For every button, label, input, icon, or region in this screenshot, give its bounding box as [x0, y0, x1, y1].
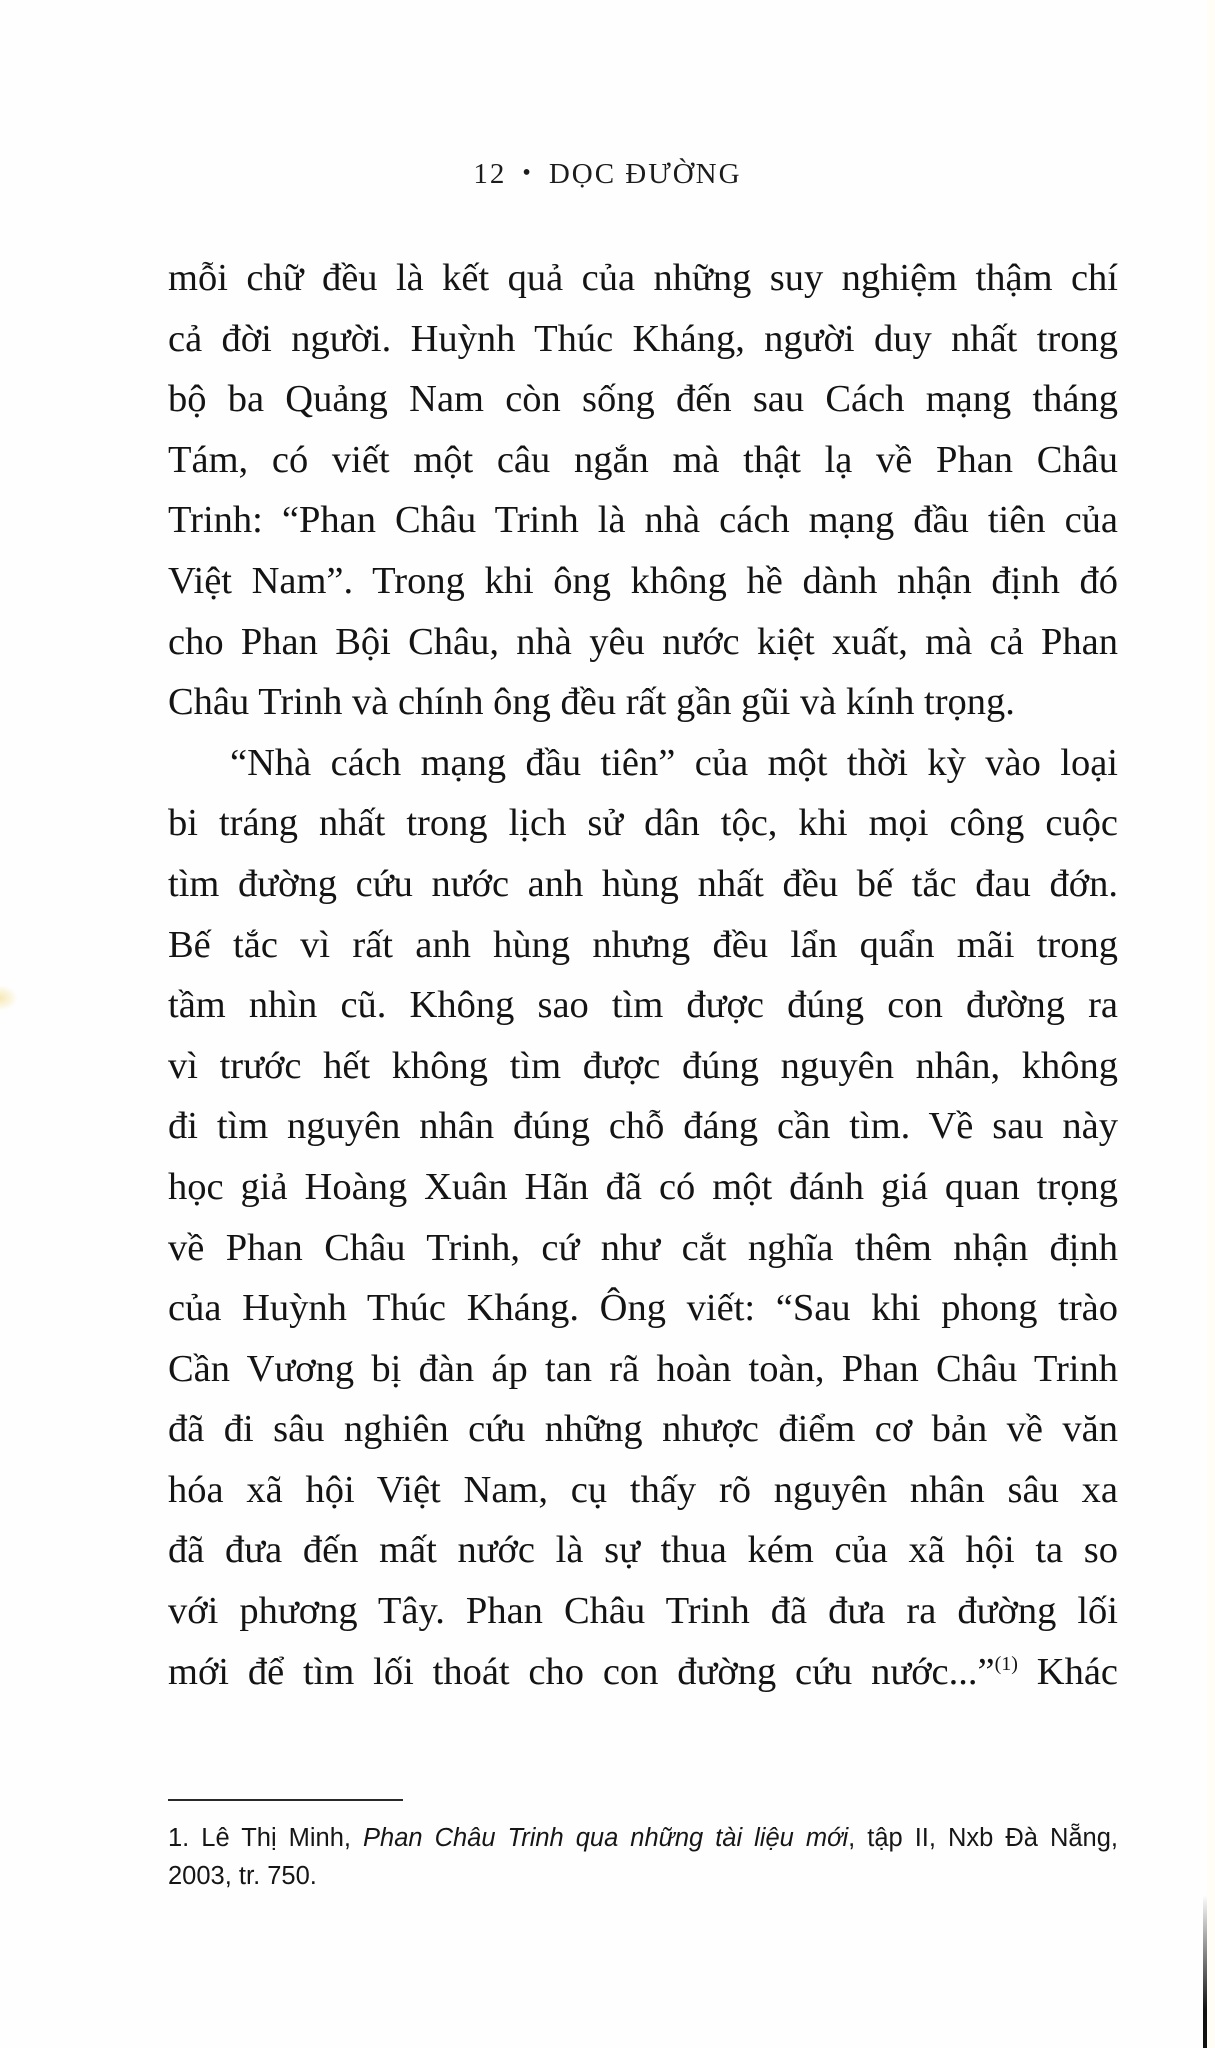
- text-line: Trinh: “Phan Châu Trinh là nhà cách mạng đầu tiên của: [168, 499, 1118, 542]
- page-number: 12: [473, 158, 507, 190]
- text-line: vì trước hết không tìm được đúng nguyên nhân, không: [168, 1044, 1118, 1087]
- text-line: đi tìm nguyên nhân đúng chỗ đáng cần tìm. Về sau này: [168, 1105, 1118, 1148]
- text-line: bi tráng nhất trong lịch sử dân tộc, khi mọi công cuộc: [168, 802, 1118, 845]
- text-line: tìm đường cứu nước anh hùng nhất đều bế tắc đau đớn.: [168, 862, 1118, 905]
- body-text: [168, 248, 1118, 1702]
- text-after-ref: Khác: [1017, 1650, 1118, 1693]
- text-line: Châu Trinh và chính ông đều rất gần gũi và kính trọng.: [168, 681, 1015, 724]
- footnote-author: Lê Thị Minh,: [201, 1824, 363, 1852]
- text-line: mỗi chữ đều là kết quả của những suy nghiệm thậm chí: [168, 257, 1118, 299]
- separator-dot: •: [522, 160, 533, 186]
- text-line: về Phan Châu Trinh, cứ như cắt nghĩa thêm nhận định: [168, 1226, 1118, 1269]
- text-line: hóa xã hội Việt Nam, cụ thấy rõ nguyên nhân sâu xa: [168, 1468, 1118, 1511]
- running-head: [0, 158, 1215, 191]
- footnote-number: 1.: [168, 1824, 202, 1852]
- text-line: Bế tắc vì rất anh hùng nhưng đều lẩn quẩn mãi trong: [168, 923, 1118, 966]
- footnote-1-line-2: 2003, tr. 750.: [168, 1862, 317, 1890]
- text-line: cho Phan Bội Châu, nhà yêu nước kiệt xuất, mà cả Phan: [168, 620, 1118, 663]
- text-line: của Huỳnh Thúc Kháng. Ông viết: “Sau khi phong trào: [168, 1287, 1118, 1330]
- text-line: Tám, có viết một câu ngắn mà thật lạ về Phan Châu: [168, 438, 1118, 481]
- text-line: Việt Nam”. Trong khi ông không hề dành nhận định đó: [168, 559, 1118, 602]
- page-edge-shadow: [1203, 1895, 1207, 2048]
- text-line-paragraph-start: “Nhà cách mạng đầu tiên” của một thời kỳ vào loại: [230, 741, 1118, 784]
- text-line: cả đời người. Huỳnh Thúc Kháng, người duy nhất trong: [168, 317, 1118, 360]
- text-line: đã đưa đến mất nước là sự thua kém của xã hội ta so: [168, 1529, 1118, 1572]
- footnote-details: , tập II, Nxb Đà Nẵng,: [848, 1824, 1118, 1852]
- text-line: bộ ba Quảng Nam còn sống đến sau Cách mạng tháng: [168, 378, 1118, 421]
- footnote-1-line-1: [168, 1819, 1118, 1857]
- footnote-reference[interactable]: (1): [994, 1652, 1018, 1675]
- text-line-with-footnote-ref: [168, 1642, 1118, 1703]
- text-line: đã đi sâu nghiên cứu những nhược điểm cơ bản về văn: [168, 1408, 1118, 1451]
- book-title: DỌC ĐƯỜNG: [548, 158, 742, 190]
- page-edge-tint: [1207, 0, 1215, 2048]
- text-line: tầm nhìn cũ. Không sao tìm được đúng con đường ra: [168, 984, 1118, 1027]
- text-line: Cần Vương bị đàn áp tan rã hoàn toàn, Phan Châu Trinh: [168, 1347, 1118, 1390]
- footnote-source-title: Phan Châu Trinh qua những tài liệu mới: [363, 1824, 849, 1852]
- footnote-divider: [168, 1799, 403, 1801]
- paper-stain: [0, 985, 18, 1011]
- text-line: học giả Hoàng Xuân Hãn đã có một đánh giá quan trọng: [168, 1165, 1118, 1208]
- footnotes: [168, 1819, 1118, 1895]
- text-line: với phương Tây. Phan Châu Trinh đã đưa ra đường lối: [168, 1590, 1118, 1633]
- text-before-ref: mới để tìm lối thoát cho con đường cứu nước...”: [168, 1650, 995, 1693]
